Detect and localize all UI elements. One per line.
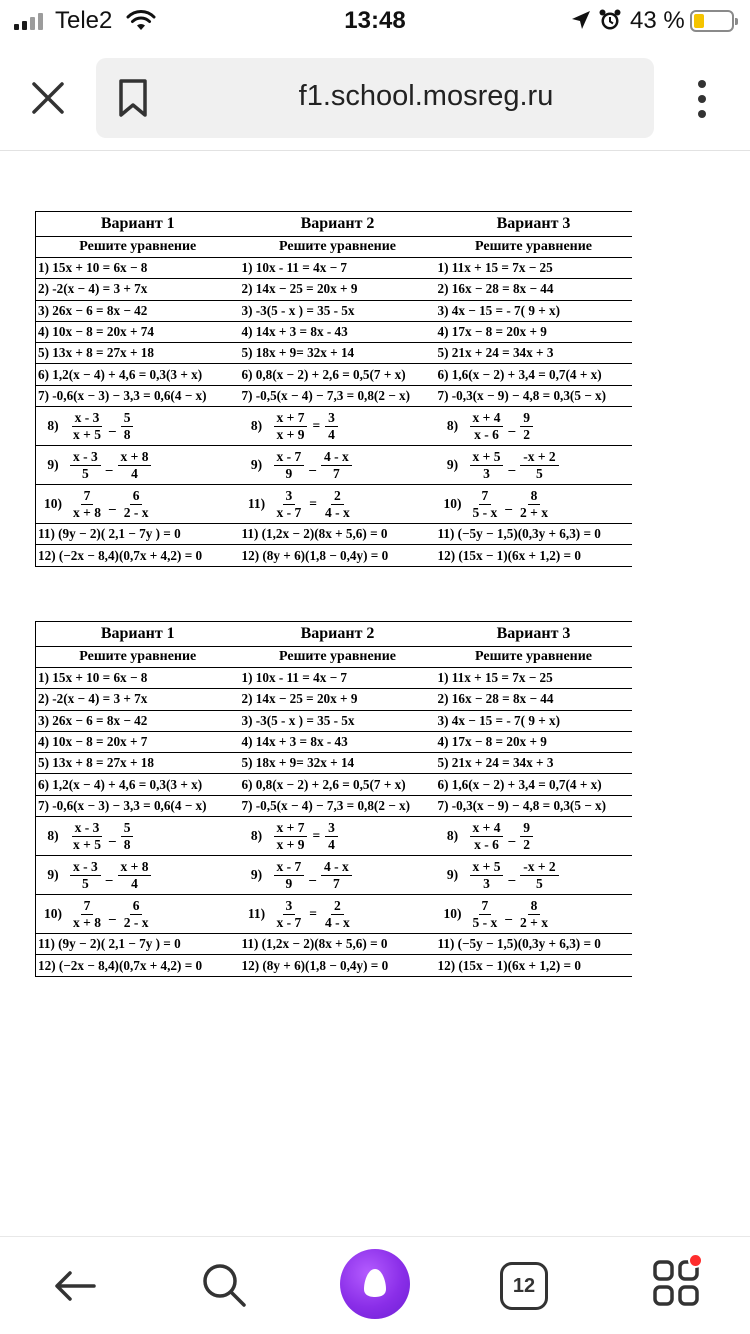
variant-header-row xyxy=(36,212,632,237)
clock: 13:48 xyxy=(344,7,406,34)
fraction-left xyxy=(470,449,504,482)
denominator: 5 xyxy=(536,875,543,891)
fraction-left xyxy=(70,898,104,931)
fraction-equation xyxy=(38,898,238,931)
equation-cell: 4) 10x − 8 = 20x + 74 xyxy=(36,321,240,342)
equation-cell: 6) 1,6(x − 2) + 3,4 = 0,7(4 + x) xyxy=(436,364,632,385)
denominator: x + 9 xyxy=(276,426,305,442)
fraction-equation xyxy=(242,898,434,931)
fraction-equation-cell xyxy=(36,407,240,446)
battery-fill xyxy=(694,14,704,28)
equation-row xyxy=(36,668,632,689)
equation-cell: 7) -0,6(x − 3) − 3,3 = 0,6(4 − x) xyxy=(36,795,240,816)
equation-cell: 2) 16x − 28 = 8x − 44 xyxy=(436,279,632,300)
equation-cell: 11) (1,2x − 2)(8x + 5,6) = 0 xyxy=(240,524,436,545)
notification-dot xyxy=(688,1253,703,1268)
problem-number: 10) xyxy=(44,906,62,922)
status-bar xyxy=(0,0,750,44)
problem-number: 11) xyxy=(247,906,266,922)
numerator: x - 7 xyxy=(274,449,305,466)
fraction-equation-cell xyxy=(36,485,240,524)
denominator: x + 8 xyxy=(73,504,101,520)
equation-cell: 3) -3(5 - x ) = 35 - 5x xyxy=(240,300,436,321)
equation-sign: = xyxy=(309,906,317,922)
variant-header: Вариант 1 xyxy=(36,622,240,647)
numerator: x + 4 xyxy=(470,820,504,837)
equation-cell: 5) 21x + 24 = 34x + 3 xyxy=(436,343,632,364)
equation-sign: _ xyxy=(108,906,116,922)
numerator: 4 - x xyxy=(321,449,352,466)
fraction-left xyxy=(470,820,504,853)
numerator: 8 xyxy=(528,488,541,505)
equation-row xyxy=(36,545,632,566)
equation-cell: 6) 1,2(x − 4) + 4,6 = 0,3(3 + x) xyxy=(36,774,240,795)
numerator: x - 7 xyxy=(274,859,305,876)
denominator: 5 xyxy=(82,875,89,891)
equation-cell: 6) 0,8(x − 2) + 2,6 = 0,5(7 + x) xyxy=(240,774,436,795)
fraction-left xyxy=(470,859,504,892)
fraction-left xyxy=(70,820,104,853)
equation-cell: 12) (8y + 6)(1,8 − 0,4y) = 0 xyxy=(240,955,436,976)
instruction-label: Решите уравнение xyxy=(436,647,632,668)
fraction-left xyxy=(274,410,308,443)
equation-cell: 1) 11x + 15 = 7x − 25 xyxy=(436,258,632,279)
denominator: 8 xyxy=(123,426,131,442)
denominator: 2 - x xyxy=(123,914,149,930)
fraction-right xyxy=(121,820,134,853)
fraction-left xyxy=(274,449,305,482)
denominator: 7 xyxy=(333,465,340,481)
fraction-equation-cell xyxy=(36,856,240,895)
fraction-right xyxy=(520,859,558,892)
equation-row xyxy=(36,689,632,710)
carrier-name: Tele2 xyxy=(55,7,113,34)
instruction-label: Решите уравнение xyxy=(240,647,436,668)
numerator: x - 3 xyxy=(72,410,103,427)
equation-sign: _ xyxy=(508,457,516,473)
equation-row xyxy=(36,710,632,731)
instruction-row xyxy=(36,647,632,668)
fraction-equation xyxy=(242,859,434,892)
denominator: 2 - x xyxy=(123,504,149,520)
numerator: 7 xyxy=(81,488,94,505)
equation-cell: 12) (−2x − 8,4)(0,7x + 4,2) = 0 xyxy=(36,545,240,566)
equation-cell: 5) 18x + 9= 32x + 14 xyxy=(240,753,436,774)
denominator: 4 xyxy=(328,426,335,442)
fraction-left xyxy=(274,820,308,853)
equation-cell: 2) -2(x − 4) = 3 + 7x xyxy=(36,279,240,300)
equation-cell: 4) 17x − 8 = 20x + 9 xyxy=(436,731,632,752)
problem-number: 9) xyxy=(446,457,459,473)
numerator: 5 xyxy=(121,820,134,837)
fraction-equation xyxy=(438,449,630,482)
equation-sign: = xyxy=(312,418,321,434)
denominator: x + 9 xyxy=(276,836,305,852)
numerator: -x + 2 xyxy=(520,449,558,466)
fraction-equation-row xyxy=(36,446,632,485)
fraction-equation xyxy=(438,488,630,521)
equation-cell: 6) 1,6(x − 2) + 3,4 = 0,7(4 + x) xyxy=(436,774,632,795)
fraction-equation xyxy=(438,820,630,853)
fraction-equation xyxy=(438,410,630,443)
fraction-right xyxy=(520,820,533,853)
variant-header: Вариант 1 xyxy=(36,212,240,237)
problem-number: 8) xyxy=(446,418,459,434)
worksheet-table xyxy=(35,211,632,567)
problem-number: 10) xyxy=(443,906,462,922)
equation-cell: 7) -0,3(x − 9) − 4,8 = 0,3(5 − x) xyxy=(436,795,632,816)
fraction-equation xyxy=(242,410,434,443)
fraction-left xyxy=(70,449,101,482)
equation-cell: 11) (−5y − 1,5)(0,3y + 6,3) = 0 xyxy=(436,524,632,545)
numerator: 7 xyxy=(479,488,492,505)
equation-cell: 11) (−5y − 1,5)(0,3y + 6,3) = 0 xyxy=(436,934,632,955)
numerator: 8 xyxy=(528,898,541,915)
problem-number: 11) xyxy=(247,496,266,512)
equation-cell: 7) -0,6(x − 3) − 3,3 = 0,6(4 − x) xyxy=(36,385,240,406)
fraction-left xyxy=(70,410,104,443)
equation-cell: 1) 10x - 11 = 4x − 7 xyxy=(240,258,436,279)
equation-row xyxy=(36,795,632,816)
equation-cell: 4) 17x − 8 = 20x + 9 xyxy=(436,321,632,342)
denominator: 8 xyxy=(123,836,131,852)
fraction-left xyxy=(470,898,501,931)
variant-header: Вариант 3 xyxy=(436,622,632,647)
denominator: x - 6 xyxy=(474,426,499,442)
numerator: x + 7 xyxy=(274,410,308,427)
problem-number: 9) xyxy=(250,867,263,883)
fraction-equation xyxy=(242,449,434,482)
fraction-equation-cell xyxy=(436,407,632,446)
equation-cell: 12) (−2x − 8,4)(0,7x + 4,2) = 0 xyxy=(36,955,240,976)
equation-cell: 7) -0,3(x − 9) − 4,8 = 0,3(5 − x) xyxy=(436,385,632,406)
fraction-right xyxy=(121,488,152,521)
fraction-left xyxy=(274,488,305,521)
search-icon[interactable] xyxy=(198,1259,250,1311)
equation-cell: 5) 13x + 8 = 27x + 18 xyxy=(36,753,240,774)
fraction-equation xyxy=(438,859,630,892)
equation-cell: 2) -2(x − 4) = 3 + 7x xyxy=(36,689,240,710)
fraction-right xyxy=(321,859,352,892)
equation-cell: 11) (9y − 2)( 2,1 − 7y ) = 0 xyxy=(36,934,240,955)
problem-number: 9) xyxy=(250,457,263,473)
fraction-right xyxy=(322,488,353,521)
fraction-equation-cell xyxy=(36,817,240,856)
numerator: x + 8 xyxy=(118,859,152,876)
fraction-equation xyxy=(38,449,238,482)
fraction-right xyxy=(520,410,533,443)
equation-row xyxy=(36,955,632,976)
fraction-left xyxy=(274,859,305,892)
denominator: x - 7 xyxy=(276,914,302,930)
equation-cell: 2) 14x − 25 = 20x + 9 xyxy=(240,279,436,300)
equation-cell: 12) (8y + 6)(1,8 − 0,4y) = 0 xyxy=(240,545,436,566)
denominator: x - 7 xyxy=(276,504,302,520)
numerator: x - 3 xyxy=(72,820,103,837)
denominator: 9 xyxy=(285,875,293,891)
fraction-equation-cell xyxy=(240,485,436,524)
numerator: x - 3 xyxy=(70,449,101,466)
denominator: 4 - x xyxy=(324,914,350,930)
fraction-equation-cell xyxy=(436,895,632,934)
location-arrow-icon xyxy=(570,9,592,31)
fraction-equation-row xyxy=(36,895,632,934)
equation-sign: _ xyxy=(309,457,316,473)
equation-sign: _ xyxy=(505,906,512,922)
bottom-navigation xyxy=(0,1236,750,1334)
equation-cell: 3) 26x − 6 = 8x − 42 xyxy=(36,300,240,321)
equation-row xyxy=(36,731,632,752)
numerator: -x + 2 xyxy=(520,859,558,876)
equation-row xyxy=(36,753,632,774)
fraction-left xyxy=(70,859,101,892)
equation-cell: 6) 1,2(x − 4) + 4,6 = 0,3(3 + x) xyxy=(36,364,240,385)
fraction-equation-cell xyxy=(436,485,632,524)
numerator: 4 - x xyxy=(321,859,352,876)
problem-number: 10) xyxy=(44,496,62,512)
fraction-right xyxy=(118,449,152,482)
denominator: 4 xyxy=(131,875,138,891)
problem-number: 8) xyxy=(250,418,263,434)
equation-cell: 3) 4x − 15 = - 7( 9 + x) xyxy=(436,300,632,321)
equation-cell: 12) (15x − 1)(6x + 1,2) = 0 xyxy=(436,545,632,566)
equation-row xyxy=(36,343,632,364)
variant-header: Вариант 3 xyxy=(436,212,632,237)
equation-cell: 3) 4x − 15 = - 7( 9 + x) xyxy=(436,710,632,731)
fraction-right xyxy=(517,898,551,931)
equation-sign: _ xyxy=(309,867,316,883)
denominator: 2 + x xyxy=(520,914,548,930)
equation-cell: 2) 16x − 28 = 8x − 44 xyxy=(436,689,632,710)
fraction-equation-row xyxy=(36,485,632,524)
bookmark-icon[interactable] xyxy=(118,78,148,118)
denominator: x + 5 xyxy=(73,426,101,442)
fraction-right xyxy=(325,410,338,443)
numerator: 7 xyxy=(479,898,492,915)
numerator: 6 xyxy=(130,488,143,505)
numerator: 3 xyxy=(325,410,338,427)
browser-header xyxy=(0,44,750,151)
numerator: x + 4 xyxy=(470,410,504,427)
problem-number: 9) xyxy=(47,867,59,883)
equation-cell: 1) 11x + 15 = 7x − 25 xyxy=(436,668,632,689)
denominator: x - 6 xyxy=(474,836,499,852)
equation-sign: = xyxy=(309,496,317,512)
denominator: 7 xyxy=(333,875,340,891)
alarm-icon xyxy=(598,8,622,32)
fraction-right xyxy=(325,820,338,853)
fraction-equation xyxy=(38,488,238,521)
equation-row xyxy=(36,385,632,406)
fraction-right xyxy=(121,410,134,443)
fraction-equation-row xyxy=(36,856,632,895)
numerator: 2 xyxy=(331,898,344,915)
equation-cell: 11) (1,2x − 2)(8x + 5,6) = 0 xyxy=(240,934,436,955)
problem-number: 8) xyxy=(47,828,59,844)
fraction-left xyxy=(70,488,104,521)
problem-number: 9) xyxy=(446,867,459,883)
equation-sign: _ xyxy=(508,418,516,434)
variant-header: Вариант 2 xyxy=(240,622,436,647)
fraction-right xyxy=(517,488,551,521)
equation-row xyxy=(36,934,632,955)
equation-row xyxy=(36,300,632,321)
equation-cell: 4) 14x + 3 = 8x - 43 xyxy=(240,321,436,342)
denominator: 3 xyxy=(483,875,490,891)
numerator: 5 xyxy=(121,410,134,427)
numerator: x - 3 xyxy=(70,859,101,876)
tabs-counter-button[interactable]: 12 xyxy=(500,1262,548,1310)
fraction-left xyxy=(274,898,305,931)
denominator: 5 - x xyxy=(472,914,498,930)
fraction-equation-cell xyxy=(240,446,436,485)
fraction-equation-cell xyxy=(240,895,436,934)
fraction-equation-cell xyxy=(436,817,632,856)
battery-icon xyxy=(690,10,734,32)
equation-cell: 3) 26x − 6 = 8x − 42 xyxy=(36,710,240,731)
fraction-equation xyxy=(242,820,434,853)
denominator: 9 xyxy=(285,465,293,481)
numerator: 9 xyxy=(520,410,533,427)
fraction-left xyxy=(470,488,501,521)
fraction-equation xyxy=(438,898,630,931)
numerator: x + 5 xyxy=(470,859,504,876)
equation-row xyxy=(36,524,632,545)
equation-cell: 6) 0,8(x − 2) + 2,6 = 0,5(7 + x) xyxy=(240,364,436,385)
equation-cell: 5) 13x + 8 = 27x + 18 xyxy=(36,343,240,364)
equation-cell: 5) 21x + 24 = 34x + 3 xyxy=(436,753,632,774)
fraction-right xyxy=(520,449,558,482)
equation-sign: _ xyxy=(508,867,516,883)
instruction-label: Решите уравнение xyxy=(36,647,240,668)
fraction-equation-cell xyxy=(36,895,240,934)
equation-cell: 7) -0,5(x − 4) − 7,3 = 0,8(2 − x) xyxy=(240,385,436,406)
numerator: 3 xyxy=(325,820,338,837)
worksheet-table xyxy=(35,621,632,977)
equation-cell: 5) 18x + 9= 32x + 14 xyxy=(240,343,436,364)
equation-cell: 12) (15x − 1)(6x + 1,2) = 0 xyxy=(436,955,632,976)
instruction-row xyxy=(36,237,632,258)
battery-percent: 43 % xyxy=(630,7,685,34)
fraction-equation-cell xyxy=(436,446,632,485)
fraction-right xyxy=(121,898,152,931)
fraction-equation-cell xyxy=(240,817,436,856)
denominator: x + 5 xyxy=(73,836,101,852)
equation-sign: = xyxy=(312,828,321,844)
equation-sign: _ xyxy=(108,418,116,434)
fraction-equation-cell xyxy=(240,856,436,895)
problem-number: 9) xyxy=(47,457,59,473)
variant-header: Вариант 2 xyxy=(240,212,436,237)
equation-cell: 3) -3(5 - x ) = 35 - 5x xyxy=(240,710,436,731)
fraction-equation-cell xyxy=(36,446,240,485)
grid-services-icon[interactable] xyxy=(652,1259,702,1309)
equation-sign: _ xyxy=(105,457,113,473)
numerator: x + 5 xyxy=(470,449,504,466)
more-vertical-icon[interactable] xyxy=(690,78,714,120)
fraction-equation xyxy=(242,488,434,521)
denominator: 2 xyxy=(523,836,530,852)
equation-sign: _ xyxy=(508,828,516,844)
arrow-left-icon[interactable] xyxy=(50,1261,100,1311)
numerator: 6 xyxy=(130,898,143,915)
equation-cell: 2) 14x − 25 = 20x + 9 xyxy=(240,689,436,710)
denominator: 5 - x xyxy=(472,504,498,520)
denominator: 3 xyxy=(483,465,490,481)
fraction-equation-row xyxy=(36,407,632,446)
numerator: 7 xyxy=(81,898,94,915)
fraction-equation-row xyxy=(36,817,632,856)
fraction-right xyxy=(322,898,353,931)
instruction-label: Решите уравнение xyxy=(240,237,436,258)
equation-cell: 4) 10x − 8 = 20x + 7 xyxy=(36,731,240,752)
numerator: x + 7 xyxy=(274,820,308,837)
equation-sign: _ xyxy=(105,867,113,883)
denominator: 2 xyxy=(523,426,530,442)
equation-cell: 4) 14x + 3 = 8x - 43 xyxy=(240,731,436,752)
equation-row xyxy=(36,321,632,342)
instruction-label: Решите уравнение xyxy=(36,237,240,258)
variant-header-row xyxy=(36,622,632,647)
equation-row xyxy=(36,774,632,795)
numerator: x + 8 xyxy=(118,449,152,466)
fraction-left xyxy=(470,410,504,443)
fraction-equation-cell xyxy=(436,856,632,895)
equation-sign: _ xyxy=(108,496,116,512)
denominator: 4 xyxy=(131,465,138,481)
equation-cell: 7) -0,5(x − 4) − 7,3 = 0,8(2 − x) xyxy=(240,795,436,816)
equation-cell: 1) 15x + 10 = 6x − 8 xyxy=(36,258,240,279)
address-bar[interactable] xyxy=(96,58,654,138)
denominator: 4 xyxy=(328,836,335,852)
numerator: 2 xyxy=(331,488,344,505)
denominator: 2 + x xyxy=(520,504,548,520)
fraction-equation xyxy=(38,820,238,853)
numerator: 3 xyxy=(283,898,296,915)
close-icon[interactable] xyxy=(28,78,68,118)
problem-number: 8) xyxy=(250,828,263,844)
fraction-equation-cell xyxy=(240,407,436,446)
equation-row xyxy=(36,279,632,300)
fraction-equation xyxy=(38,410,238,443)
equation-row xyxy=(36,364,632,385)
equation-cell: 1) 10x - 11 = 4x − 7 xyxy=(240,668,436,689)
equation-sign: _ xyxy=(108,828,116,844)
fraction-right xyxy=(118,859,152,892)
instruction-label: Решите уравнение xyxy=(436,237,632,258)
problem-number: 10) xyxy=(443,496,462,512)
denominator: x + 8 xyxy=(73,914,101,930)
fraction-right xyxy=(321,449,352,482)
equation-cell: 1) 15x + 10 = 6x − 8 xyxy=(36,668,240,689)
numerator: 9 xyxy=(520,820,533,837)
denominator: 5 xyxy=(536,465,543,481)
equation-cell: 11) (9y − 2)( 2,1 − 7y ) = 0 xyxy=(36,524,240,545)
problem-number: 8) xyxy=(47,418,59,434)
url-text[interactable]: f1.school.mosreg.ru xyxy=(298,80,554,112)
equation-row xyxy=(36,258,632,279)
fraction-equation xyxy=(38,859,238,892)
denominator: 5 xyxy=(82,465,89,481)
equation-sign: _ xyxy=(505,496,512,512)
problem-number: 8) xyxy=(446,828,459,844)
denominator: 4 - x xyxy=(324,504,350,520)
numerator: 3 xyxy=(283,488,296,505)
alice-assistant-icon[interactable] xyxy=(340,1249,410,1319)
